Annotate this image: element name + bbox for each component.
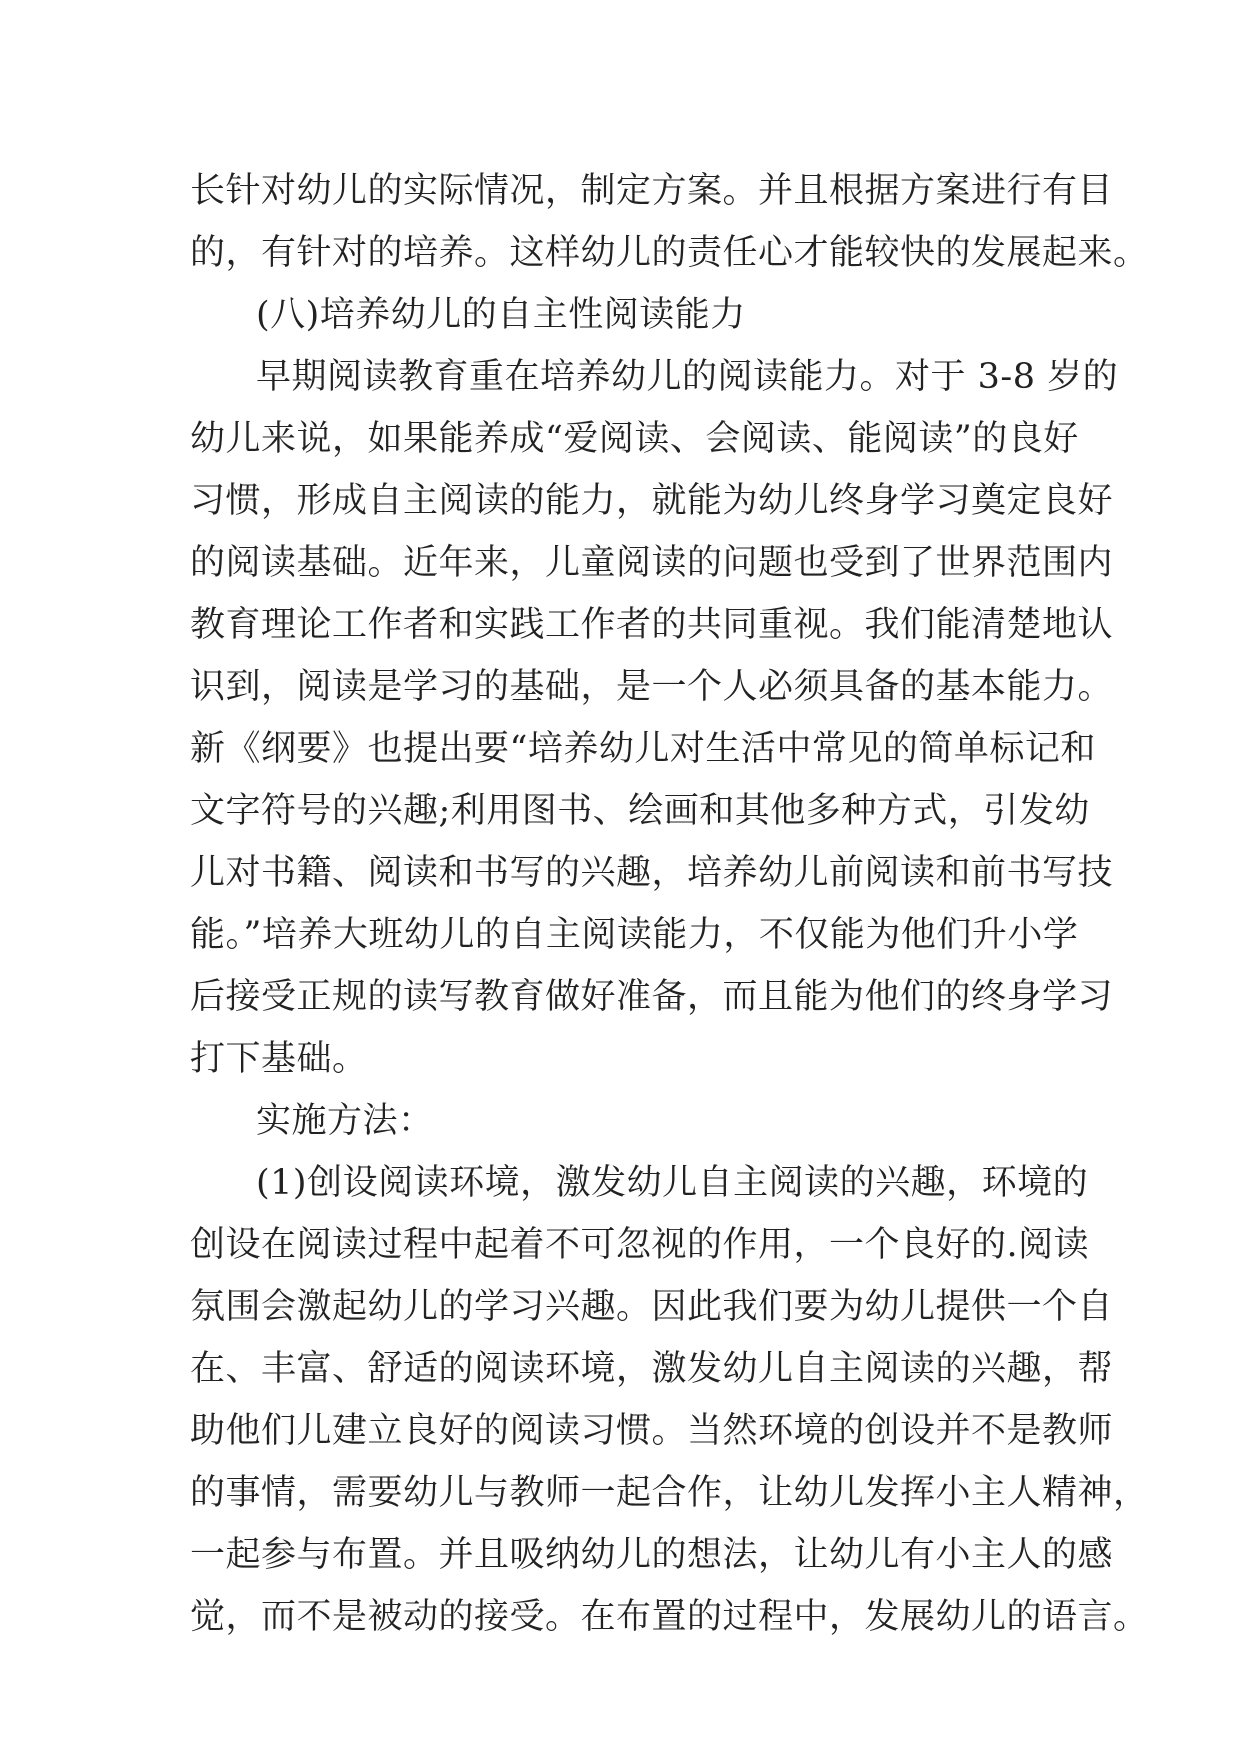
text-line: 儿对书籍、阅读和书写的兴趣，培养幼儿前阅读和前书写技 [190,853,1114,893]
text-line: 的事情，需要幼儿与教师一起合作，让幼儿发挥小主人精神， [190,1473,1149,1513]
text-line: 创设在阅读过程中起着不可忽视的作用，一个良好的.阅读 [190,1225,1090,1265]
text-line: 新《纲要》也提出要“培养幼儿对生活中常见的简单标记和 [190,729,1096,769]
text-line: 打下基础。 [190,1039,368,1079]
document-body [190,160,1149,1648]
text-line: 能。”培养大班幼儿的自主阅读能力，不仅能为他们升小学 [190,915,1079,955]
text-line: 识到，阅读是学习的基础，是一个人必须具备的基本能力。 [190,667,1114,707]
text-line: 幼儿来说，如果能养成“爱阅读、会阅读、能阅读”的良好 [190,419,1079,459]
text-line: 的，有针对的培养。这样幼儿的责任心才能较快的发展起来。 [190,233,1149,273]
text-line: 觉，而不是被动的接受。在布置的过程中，发展幼儿的语言。 [190,1597,1149,1637]
text-line: 一起参与布置。并且吸纳幼儿的想法，让幼儿有小主人的感 [190,1535,1114,1575]
text-line: 在、丰富、舒适的阅读环境，激发幼儿自主阅读的兴趣，帮 [190,1349,1114,1389]
text-line: 习惯，形成自主阅读的能力，就能为幼儿终身学习奠定良好 [190,481,1114,521]
text-line: 文字符号的兴趣;利用图书、绘画和其他多种方式，引发幼 [190,791,1090,831]
text-line: 教育理论工作者和实践工作者的共同重视。我们能清楚地认 [190,605,1114,645]
paragraph-start: (1)创设阅读环境，激发幼儿自主阅读的兴趣，环境的 [256,1163,1089,1203]
subheading-methods: 实施方法： [256,1101,434,1141]
text-line: 长针对幼儿的实际情况，制定方案。并且根据方案进行有目 [190,171,1114,211]
paragraph-start: 早期阅读教育重在培养幼儿的阅读能力。对于 3-8 岁的 [256,357,1119,397]
text-line: 助他们儿建立良好的阅读习惯。当然环境的创设并不是教师 [190,1411,1114,1451]
text-line: 氛围会激起幼儿的学习兴趣。因此我们要为幼儿提供一个自 [190,1287,1114,1327]
text-line: 的阅读基础。近年来，儿童阅读的问题也受到了世界范围内 [190,543,1114,583]
section-heading: (八)培养幼儿的自主性阅读能力 [256,295,746,335]
text-line: 后接受正规的读写教育做好准备，而且能为他们的终身学习 [190,977,1114,1017]
